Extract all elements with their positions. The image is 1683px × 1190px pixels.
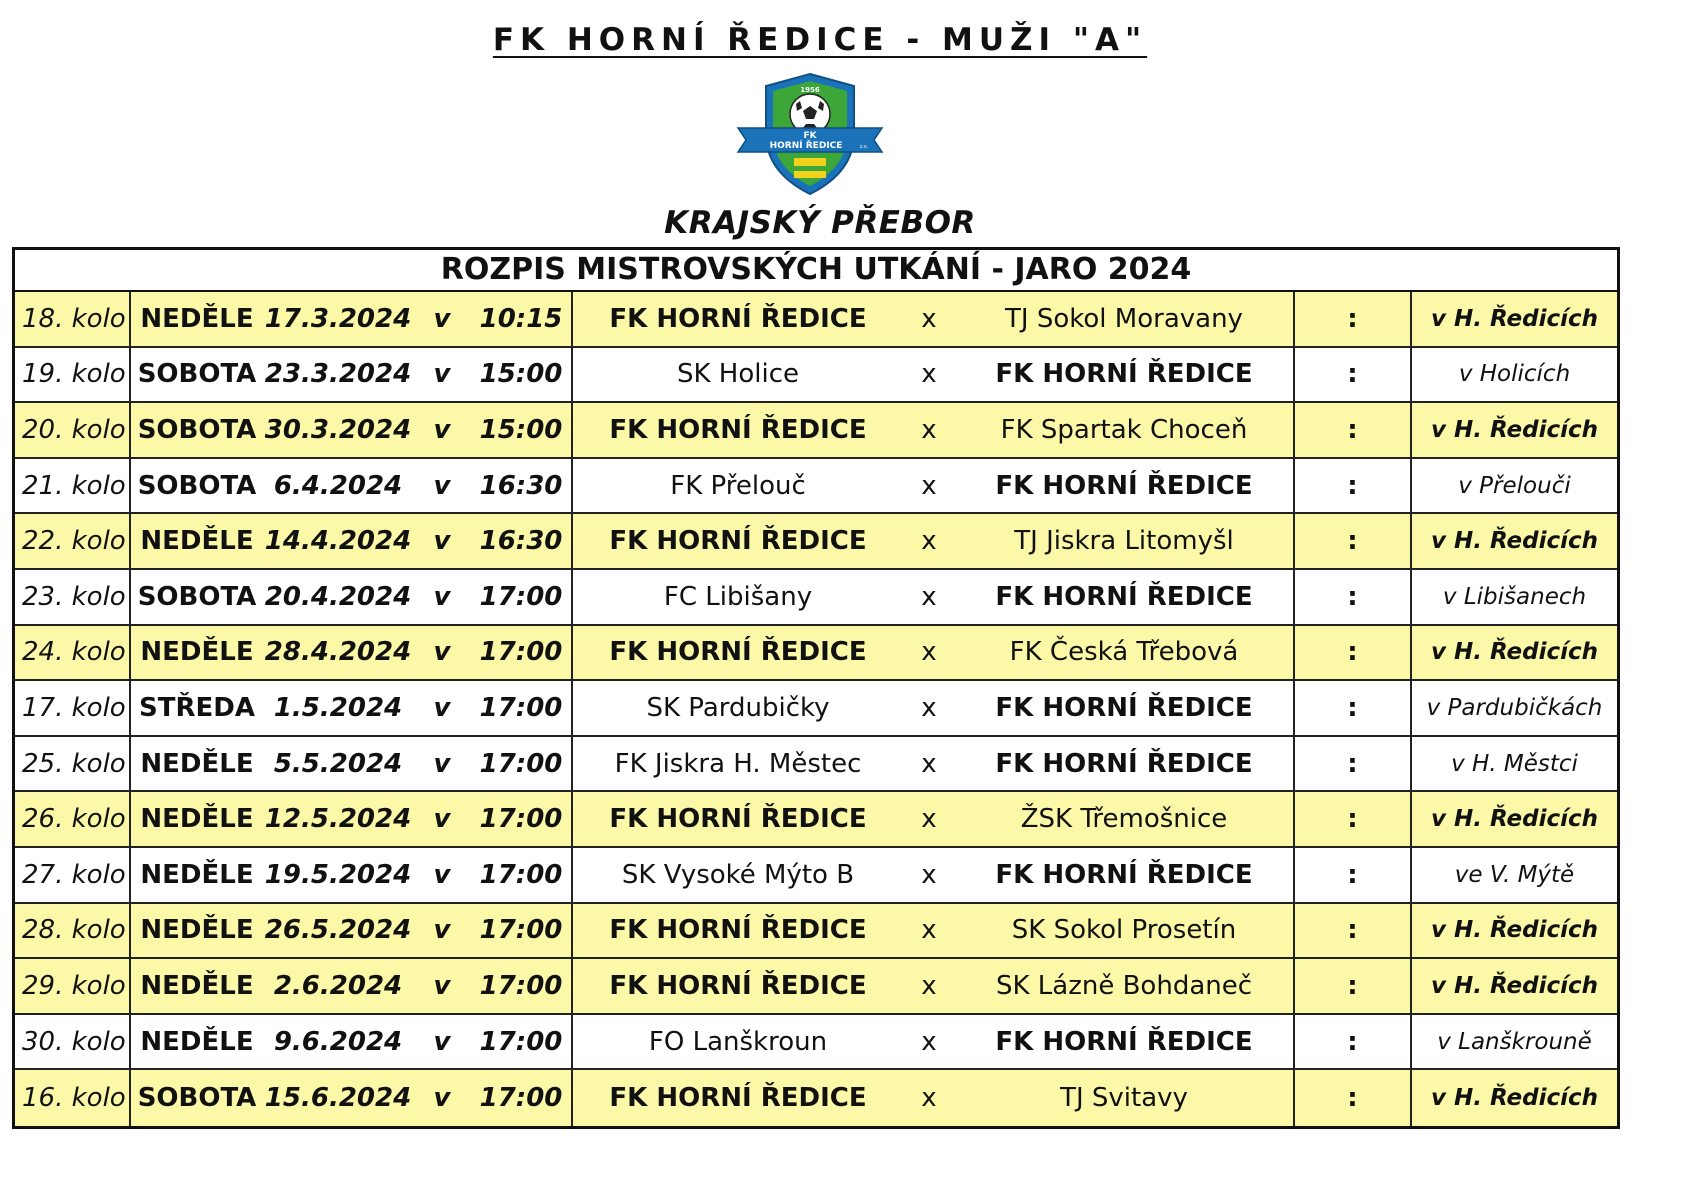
team1-cell: FK HORNÍ ŘEDICE [609,414,867,445]
day-cell: NEDĚLE [140,804,254,835]
round-cell: 19. kolo [15,348,131,402]
team2-cell: SK Lázně Bohdaneč [955,959,1295,1013]
time-cell: 17:00 [471,1015,573,1069]
score-cell: : [1295,514,1412,568]
score-cell: : [1295,848,1412,902]
x-cell: x [921,692,937,723]
team2-cell: FK HORNÍ ŘEDICE [955,681,1295,735]
round-cell: 25. kolo [15,737,131,791]
team1-cell: FK HORNÍ ŘEDICE [609,970,867,1001]
team1-cell: SK Pardubičky [646,692,830,723]
venue-cell: v H. Ředicích [1430,972,1599,999]
day-cell: NEDĚLE [140,303,254,334]
match-row [15,737,1617,793]
date-cell: 12.5.2024 [264,804,412,835]
x-cell: x [921,748,937,779]
match-row [15,292,1617,348]
x-cell: x [921,804,937,835]
league-title: KRAJSKÝ PŘEBOR [664,205,976,241]
date-cell: 2.6.2024 [273,970,403,1001]
v-cell: v [433,470,451,501]
v-cell: v [433,692,451,723]
round-cell: 30. kolo [15,1015,131,1069]
score-cell: : [1295,681,1412,735]
round-cell: 17. kolo [15,681,131,735]
match-row [15,904,1617,960]
date-cell: 15.6.2024 [264,1083,412,1114]
time-cell: 10:15 [471,292,573,346]
team1-cell: FK HORNÍ ŘEDICE [609,1083,867,1114]
team2-cell: FK HORNÍ ŘEDICE [955,1015,1295,1069]
team2-cell: FK HORNÍ ŘEDICE [955,848,1295,902]
team2-cell: TJ Svitavy [955,1070,1295,1126]
match-row [15,1070,1617,1126]
x-cell: x [921,470,937,501]
venue-cell: v Lanškrouně [1437,1028,1592,1055]
round-cell: 24. kolo [15,626,131,680]
round-cell: 27. kolo [15,848,131,902]
x-cell: x [921,1026,937,1057]
crest-shield-icon [736,72,884,196]
team1-cell: FK Přelouč [670,470,806,501]
v-cell: v [433,915,451,946]
venue-cell: v Pardubičkách [1426,694,1603,721]
round-cell: 18. kolo [15,292,131,346]
date-cell: 23.3.2024 [264,359,412,390]
venue-cell: v H. Městci [1451,750,1578,777]
v-cell: v [433,414,451,445]
date-cell: 20.4.2024 [264,581,412,612]
round-cell: 20. kolo [15,403,131,457]
team2-cell: FK HORNÍ ŘEDICE [955,459,1295,513]
x-cell: x [921,359,937,390]
team1-cell: FC Libišany [663,581,813,612]
round-cell: 16. kolo [15,1070,131,1126]
x-cell: x [921,915,937,946]
match-row [15,1015,1617,1071]
venue-cell: v H. Ředicích [1430,305,1599,332]
v-cell: v [433,859,451,890]
day-cell: SOBOTA [137,414,257,445]
team1-cell: FK HORNÍ ŘEDICE [609,526,867,557]
date-cell: 19.5.2024 [264,859,412,890]
team1-cell: FK HORNÍ ŘEDICE [609,804,867,835]
x-cell: x [921,1083,937,1114]
day-cell: SOBOTA [137,581,257,612]
time-cell: 17:00 [471,959,573,1013]
time-cell: 17:00 [471,626,573,680]
venue-cell: ve V. Mýtě [1454,861,1575,888]
team1-cell: FK HORNÍ ŘEDICE [609,915,867,946]
crest-line2: HORNÍ ŘEDICE [769,141,843,151]
day-cell: SOBOTA [137,359,257,390]
venue-cell: v Holicích [1458,361,1571,388]
score-cell: : [1295,1070,1412,1126]
score-cell: : [1295,292,1412,346]
day-cell: NEDĚLE [140,915,254,946]
round-cell: 23. kolo [15,570,131,624]
match-row [15,514,1617,570]
team1-cell: FK HORNÍ ŘEDICE [609,637,867,668]
crest-year: 1956 [800,86,820,94]
match-row [15,570,1617,626]
score-cell: : [1295,570,1412,624]
schedule-rows [15,292,1617,1126]
date-cell: 1.5.2024 [273,692,403,723]
venue-cell: v H. Ředicích [1430,416,1599,443]
day-cell: NEDĚLE [140,526,254,557]
schedule-title: ROZPIS MISTROVSKÝCH UTKÁNÍ - JARO 2024 [15,250,1617,292]
match-row [15,848,1617,904]
date-cell: 9.6.2024 [273,1026,403,1057]
v-cell: v [433,359,451,390]
time-cell: 17:00 [471,570,573,624]
score-cell: : [1295,904,1412,958]
v-cell: v [433,1083,451,1114]
v-cell: v [433,637,451,668]
score-cell: : [1295,737,1412,791]
round-cell: 26. kolo [15,792,131,846]
time-cell: 15:00 [471,403,573,457]
v-cell: v [433,748,451,779]
team2-cell: TJ Sokol Moravany [955,292,1295,346]
match-row [15,348,1617,404]
team1-cell: FK Jiskra H. Městec [614,748,862,779]
x-cell: x [921,303,937,334]
time-cell: 17:00 [471,904,573,958]
x-cell: x [921,581,937,612]
date-cell: 28.4.2024 [264,637,412,668]
team2-cell: ŽSK Třemošnice [955,792,1295,846]
venue-cell: v H. Ředicích [1430,806,1599,833]
v-cell: v [433,970,451,1001]
x-cell: x [921,526,937,557]
time-cell: 17:00 [471,681,573,735]
match-row [15,681,1617,737]
match-row [15,792,1617,848]
date-cell: 26.5.2024 [264,915,412,946]
v-cell: v [433,581,451,612]
venue-cell: v H. Ředicích [1430,528,1599,555]
venue-cell: v Libišanech [1442,583,1587,610]
crest-line1: FK [803,131,817,141]
team1-cell: FK HORNÍ ŘEDICE [609,303,867,334]
date-cell: 30.3.2024 [264,414,412,445]
day-cell: NEDĚLE [140,1026,254,1057]
venue-cell: v H. Ředicích [1430,1085,1599,1112]
day-cell: SOBOTA [137,1083,257,1114]
date-cell: 6.4.2024 [273,470,403,501]
x-cell: x [921,637,937,668]
match-row [15,626,1617,682]
schedule-table [12,247,1620,1129]
time-cell: 16:30 [471,514,573,568]
time-cell: 17:00 [471,848,573,902]
page-title: FK HORNÍ ŘEDICE - MUŽI "A" [492,22,1148,58]
team1-cell: SK Holice [676,359,799,390]
time-cell: 17:00 [471,737,573,791]
round-cell: 22. kolo [15,514,131,568]
venue-cell: v H. Ředicích [1430,639,1599,666]
score-cell: : [1295,959,1412,1013]
v-cell: v [433,526,451,557]
day-cell: NEDĚLE [140,970,254,1001]
date-cell: 14.4.2024 [264,526,412,557]
team2-cell: TJ Jiskra Litomyšl [955,514,1295,568]
time-cell: 17:00 [471,792,573,846]
team1-cell: FO Lanškroun [648,1026,828,1057]
score-cell: : [1295,459,1412,513]
day-cell: SOBOTA [137,470,257,501]
score-cell: : [1295,1015,1412,1069]
round-cell: 28. kolo [15,904,131,958]
v-cell: v [433,303,451,334]
round-cell: 21. kolo [15,459,131,513]
venue-cell: v H. Ředicích [1430,917,1599,944]
club-crest-logo [736,72,884,196]
team2-cell: FK HORNÍ ŘEDICE [955,570,1295,624]
score-cell: : [1295,348,1412,402]
team1-cell: SK Vysoké Mýto B [621,859,855,890]
day-cell: STŘEDA [139,692,255,723]
time-cell: 16:30 [471,459,573,513]
x-cell: x [921,859,937,890]
day-cell: NEDĚLE [140,748,254,779]
venue-cell: v Přelouči [1458,472,1571,499]
time-cell: 15:00 [471,348,573,402]
x-cell: x [921,970,937,1001]
match-row [15,403,1617,459]
team2-cell: FK Česká Třebová [955,626,1295,680]
crest-suffix: z.s. [859,144,869,150]
team2-cell: SK Sokol Prosetín [955,904,1295,958]
date-cell: 5.5.2024 [273,748,403,779]
round-cell: 29. kolo [15,959,131,1013]
team2-cell: FK HORNÍ ŘEDICE [955,348,1295,402]
x-cell: x [921,414,937,445]
match-row [15,959,1617,1015]
time-cell: 17:00 [471,1070,573,1126]
day-cell: NEDĚLE [140,859,254,890]
date-cell: 17.3.2024 [264,303,412,334]
score-cell: : [1295,792,1412,846]
match-row [15,459,1617,515]
score-cell: : [1295,626,1412,680]
day-cell: NEDĚLE [140,637,254,668]
score-cell: : [1295,403,1412,457]
team2-cell: FK Spartak Choceň [955,403,1295,457]
v-cell: v [433,804,451,835]
team2-cell: FK HORNÍ ŘEDICE [955,737,1295,791]
v-cell: v [433,1026,451,1057]
